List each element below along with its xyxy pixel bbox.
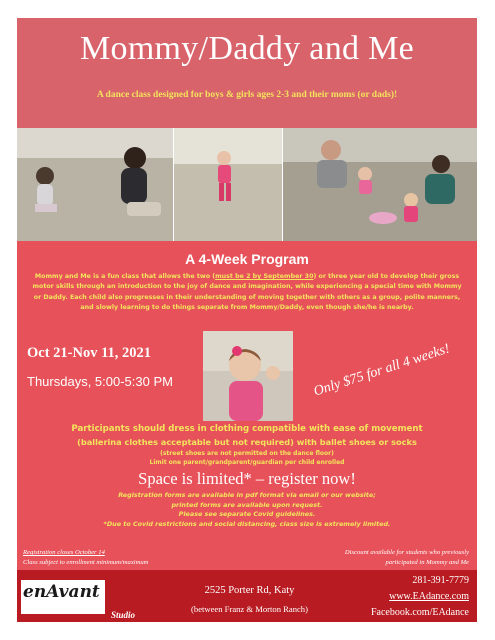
dress-code xyxy=(17,423,477,467)
discount-line: participated in Mommy and Me xyxy=(385,558,469,566)
address-directions: (between Franz & Morton Ranch) xyxy=(191,604,308,614)
footer-bar xyxy=(17,570,477,622)
photo-strip xyxy=(17,128,477,241)
dress-code-note: (street shoes are not permitted on the dance floor) xyxy=(160,450,334,457)
logo-background xyxy=(21,580,105,614)
program-panel xyxy=(17,241,477,570)
price-callout: Only $75 for all 4 weeks! xyxy=(312,341,452,400)
registration-line: printed forms are available upon request. xyxy=(171,500,323,509)
registration-deadline: Registration closes October 14 xyxy=(23,549,105,556)
page-subtitle: A dance class designed for boys & girls ages 2-3 and their moms (or dads)! xyxy=(96,90,398,100)
age-requirement: must be 2 by September 30 xyxy=(215,273,314,280)
registration-line: *Due to Covid restrictions and social distancing, class size is extremely limited. xyxy=(103,519,391,528)
father-daughter-photo xyxy=(283,128,477,241)
discount-note xyxy=(345,548,469,567)
toddler-portrait-photo xyxy=(203,331,293,421)
program-desc-text: Mommy and Me is a fun class that allows the two ( xyxy=(34,273,216,280)
space-limited-heading: Space is limited* – register now! xyxy=(138,469,356,488)
class-times: Thursdays, 5:00-5:30 PM xyxy=(27,374,173,389)
discount-line: Discount available for students who previously xyxy=(344,549,469,556)
class-dates: Oct 21-Nov 11, 2021 xyxy=(27,345,152,361)
header-banner xyxy=(17,18,477,128)
toddler-dancing-photo xyxy=(174,128,282,241)
logo-wordmark: enAvant xyxy=(23,582,100,602)
enrollment-note: Class subject to enrollment minimum/maximum xyxy=(23,558,149,566)
program-title: A 4-Week Program xyxy=(185,251,309,267)
program-desc-text: ) or three year old to develop their gross motor skills through an introduction to the joy of dance and imagination, while experiencing a special time with Mommy or Daddy. Each child also progresses in their understanding of moving together with others as a group, polite manners, and slowly learning to do things separate from Mommy/Daddy, even though she/he is nearby. xyxy=(32,273,462,311)
registration-line: Please see separate Covid guidelines. xyxy=(178,510,316,519)
registration-line: Registration forms are available in pdf format via email or our website; xyxy=(118,491,376,499)
street-address: 2525 Porter Rd, Katy xyxy=(204,585,295,596)
dress-code-line: (ballerina clothes acceptable but not required) with ballet shoes or socks xyxy=(77,437,417,447)
website-link[interactable]: www.EAdance.com xyxy=(389,591,469,602)
registration-info xyxy=(17,491,477,529)
logo-studio-label: Studio xyxy=(111,610,136,620)
facebook-link[interactable]: Facebook.com/EAdance xyxy=(370,607,469,618)
registration-deadline-note xyxy=(23,548,148,567)
mother-daughter-dance-photo xyxy=(17,128,173,241)
studio-logo xyxy=(21,580,136,620)
phone-number: 281-391-7779 xyxy=(412,575,469,586)
dress-code-line: Participants should dress in clothing compatible with ease of movement xyxy=(71,424,423,434)
studio-address xyxy=(167,584,332,616)
contact-info xyxy=(371,573,469,621)
enrollment-limit-note: Limit one parent/grandparent/guardian per child enrolled xyxy=(149,459,345,466)
program-description xyxy=(29,272,465,313)
page-title: Mommy/Daddy and Me xyxy=(79,30,415,67)
